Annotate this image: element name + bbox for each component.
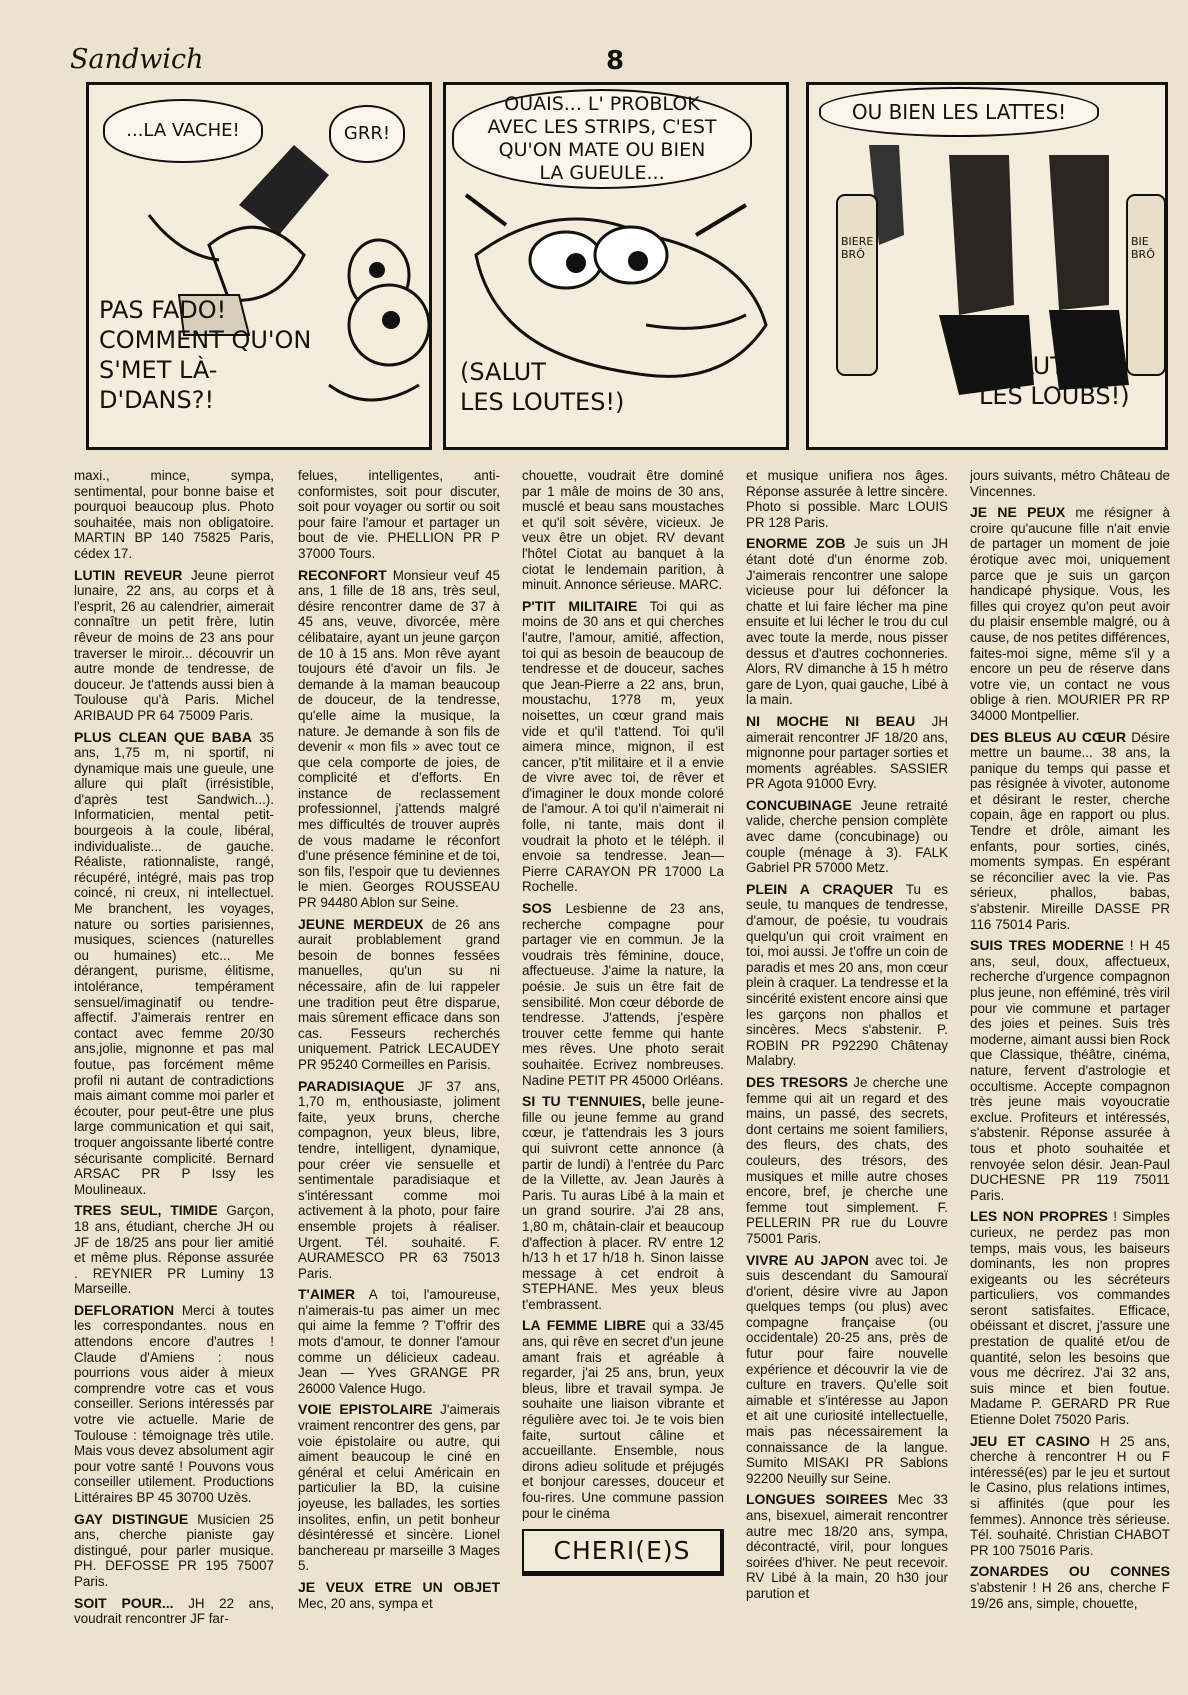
classified-ad	[970, 1209, 1170, 1427]
ad-text: J'aimerais vraiment rencontrer des gens, par voie épistolaire ou autre, qui aiment beaucoup le ciné en général et celui Américain en particulier la BD, la cuisine joyeuse, les ballades, les sorties insolites, enfin, un petit bonheur désintéressé et sincère. Lionel banchereau pr marseille 3 Mages 5.	[298, 1402, 500, 1574]
bottle-label-left: BIERE BRÔ	[841, 235, 874, 262]
column-2	[298, 468, 500, 1673]
ad-title: PLUS CLEAN QUE BABA	[74, 728, 253, 745]
speech-bubble-problok: OUAIS... L' PROBLOK AVEC LES STRIPS, C'EST QU'ON MATE OU BIEN LA GUEULE...	[452, 89, 752, 189]
speech-bubble-grr: GRR!	[329, 105, 405, 163]
classified-ad	[74, 730, 274, 1198]
ad-text: Je suis un JH étant doté d'un énorme zob. J'aimerais rencontrer une salope vicieuse pour lui défoncer la chatte et lui faire lécher ma pine ensuite et lui lécher le trou du cul avec toute la merde, nous pisser dessus et d'autres cochonneries. Alors, RV dimanche à 15 h métro gare de Lyon, quai gauche, Libé à la main.	[746, 536, 948, 708]
ad-title: JEU ET CASINO	[970, 1432, 1090, 1449]
ad-title: DES TRESORS	[746, 1073, 848, 1090]
ad-text: felues, intelligentes, anti-conformistes, soit pour discuter, soit pour voyager ou sortir ou soit pour faire l'amour et partager un bout de vie. PHELLION PR P 37000 Tours.	[298, 468, 500, 561]
ad-text: JH aimerait rencontrer JF 18/20 ans, mignonne pour partager sorties et moments agréables. SASSIER PR Agota 91000 Evry.	[746, 713, 948, 792]
ad-title: VIVRE AU JAPON	[746, 1251, 869, 1268]
classified-ad	[522, 1318, 724, 1521]
classified-ad	[746, 536, 948, 708]
ad-text: A toi, l'amoureuse, n'aimerais-tu pas aimer un mec qui aime la femme ? T'offrir des mots d'amour, te donner l'amour comme un délicieux cadeau. Jean — Yves GRANGE PR 26000 Valence Hugo.	[298, 1287, 500, 1396]
ad-title: SI TU T'ENNUIES,	[522, 1093, 646, 1110]
classified-ad	[746, 1253, 948, 1487]
classified-ad	[970, 730, 1170, 933]
masthead: Sandwich	[70, 44, 204, 75]
ad-text: Désire mettre un baume... 38 ans, la panique du temps qui passe et pas résignée à vivoter, autonome et désirant le rester, cherche copain, âge en rapport ou plus. Tendre et drôle, aimant les enfants, pour sorties, cinés, moments sympas. En espérant se réconcilier avec la vie. Pas sérieux, phallos, babas, s'abstenir. Mireille DASSE PR 116 75014 Paris.	[970, 729, 1170, 932]
classified-ad	[746, 1492, 948, 1601]
ad-text: ! H 45 ans, seul, doux, affectueux, recherche d'urgence compagnon plus jeune, non efféminé, très viril pour vie commune et partager des joies et peines. Suis très moderne, aimant aussi bien Rock que Classique, théâtre, cinéma, nature, fervent d'astrologie et occultisme. Accepte compagnon très jeune mais voyoucratie exclue. Profiteurs et intéressés, s'abstenir. Réponse assurée à tous et photo souhaitée et renvoyée selon désir. Jean-Paul DUCHESNE PR 119 75011 Paris.	[970, 938, 1170, 1203]
classified-ad	[298, 1287, 500, 1396]
ad-title: PLEIN A CRAQUER	[746, 880, 894, 897]
ad-title: P'TIT MILITAIRE	[522, 597, 638, 614]
ad-title: RECONFORT	[298, 566, 387, 583]
classified-ad	[746, 882, 948, 1069]
ad-title: ENORME ZOB	[746, 535, 846, 552]
ad-title: T'AIMER	[298, 1286, 355, 1303]
ad-title: JE NE PEUX	[970, 504, 1066, 521]
column-5	[970, 468, 1170, 1673]
caption-pas-fado: PAS FADO! COMMENT QU'ON S'MET LÀ- D'DANS?!	[99, 296, 312, 414]
classified-ad	[970, 1434, 1170, 1559]
ad-title: CONCUBINAGE	[746, 796, 852, 813]
ad-text: Monsieur veuf 45 ans, 1 fille de 18 ans, très seul, désire rencontrer dame de 37 à 45 ans, veuve, divorcée, mère célibataire, ayant un jeune garçon de 10 à 15 ans. Mon rêve ayant toujours été d'avoir un fils. Je demande à la maman beaucoup de douceur, de la tendresse, qu'elle aime la musique, la nature. Je demande à son fils de devenir « mon fils » avec tout ce que cela comporte de joies, de complicité et d'efforts. En instance de reclassement professionnel, j'attends malgré mes difficultés de trouver auprès de vous madame le réconfort d'une présence féminine et de toi, son fils, l'espoir que tu deviennes le mien. Georges ROUSSEAU PR 94480 Ablon sur Seine.	[298, 567, 500, 911]
ad-title: TRES SEUL, TIMIDE	[74, 1202, 218, 1219]
ad-text: Je cherche une femme qui ait un regard et des mains, un passé, des secrets, dont certains me soient familiers, des fleurs, des chats, des couleurs, des trésors, des musiques et mille autre choses encore, bref, je cherche une femme tout simplement. F. PELLERIN PR rue du Louvre 75001 Paris.	[746, 1074, 948, 1246]
ad-text: qui a 33/45 ans, qui rêve en secret d'un jeune amant frais et agréable à regarder, j'ai 25 ans, brun, yeux bleus, libre et travail sympa. Je souhaite une liaison vibrante et régulière avec toi. Je te vois bien faite, surtout câline et accueillante. Ensemble, nous dirons adieu solitude et préjugés et bonjour caresses, douceur et fou-rires. Une commune passion pour le cinéma	[522, 1318, 724, 1521]
ad-text: Mec 33 ans, bisexuel, aimerait rencontrer autre mec 18/20 ans, sympa, décontracté, viril, pour longues soirées d'hiver. Ne peut recevoir. RV Libé à la main, 20 h30 jour parution et	[746, 1492, 948, 1601]
ad-title: DES BLEUS AU CŒUR	[970, 728, 1127, 745]
ad-title: LONGUES SOIREES	[746, 1491, 888, 1508]
ad-text: s'abstenir ! H 26 ans, cherche F 19/26 ans, simple, chouette,	[970, 1579, 1170, 1611]
ad-title: NI MOCHE NI BEAU	[746, 712, 916, 729]
ad-title: JEUNE MERDEUX	[298, 915, 424, 932]
ad-text: jours suivants, métro Château de Vincennes.	[970, 468, 1170, 499]
ad-title: DEFLORATION	[74, 1301, 175, 1318]
classified-ad	[298, 468, 500, 562]
comic-panel-1	[86, 82, 432, 450]
ad-text: 35 ans, 1,75 m, ni sportif, ni dynamique mais une gueule, une allure qui plaît (irrésistible, d'après test Sandwich...). Informaticien, mental petit-bourgeois à la coule, libéral, individualiste... de gauche. Réaliste, rationnaliste, rangé, récupéré, intégré, mais pas trop coincé, ni creux, ni intellectuel. Me branchent, les voyages, nature ou sorties parisiennes, musiques, sciences (naturelles ou humaines) etc... Me dérangent, purisme, élitisme, intolérance, tempérament sensuel/imaginatif ou tendre-affectif. J'aimerais rentrer en contact avec femme 20/30 ans,jolie, mignonne et pas mal foutue, pas forcément même profil ni autant de contradictions mais aimant comme moi parler et écouter, pour peut-être une plus large communication et qui sait, troquer angoissante liberté contre sécurisante complicité. Bernard ARSAC PR P Issy les Moulineaux.	[74, 729, 274, 1197]
classified-ad	[522, 901, 724, 1088]
ad-title: JE VEUX ETRE UN OBJET	[298, 1578, 500, 1595]
classified-ad	[74, 1596, 274, 1627]
ad-title: VOIE EPISTOLAIRE	[298, 1401, 433, 1418]
column-4	[746, 468, 948, 1673]
ad-text: Musicien 25 ans, cherche pianiste gay distingué, pour parler musique. PH. DEFOSSE PR 195 75007 Paris.	[74, 1511, 274, 1589]
ad-text: Lesbienne de 23 ans, recherche compagne pour partager vie en commun. Je la voudrais très féminine, douce, affectueuse. J'aime la nature, la poésie. Je suis un être fait de sensibilité. Mon cœur déborde de tendresse. J'attends, j'espère trouver cette femme qui hante mes rêves. Une photo serait souhaitée. Ecrivez nombreuses. Nadine PETIT PR 45000 Orléans.	[522, 901, 724, 1088]
classified-ad	[74, 1203, 274, 1297]
ad-text: Jeune retraité valide, cherche pension complète avec dame (concubinage) ou couple (ménage à 3). FALK Gabriel PR 57000 Metz.	[746, 797, 948, 876]
classified-ad	[298, 568, 500, 911]
column-3	[522, 468, 724, 1673]
ad-text: chouette, voudrait être dominé par 1 mâle de moins de 30 ans, musclé et beau sans moustaches et qu'il soit sévère, vicieux. Je veux être un objet. RV devant l'hôtel Ciotat au banquet à la ciotat le lendemain parition, à minuit. Annonce sérieuse. MARC.	[522, 468, 724, 593]
classified-ad	[746, 714, 948, 792]
bottle-label-right: BIE BRÔ	[1131, 235, 1155, 262]
comic-panel-2	[443, 82, 789, 450]
ad-text: Garçon, 18 ans, étudiant, cherche JH ou JF de 18/25 ans pour lier amitié et même plus. Réponse assurée . REYNIER PR Luminy 13 Marseille.	[74, 1203, 274, 1297]
classified-ad	[970, 1564, 1170, 1611]
caption-salut-loubs: (SALUT LES LOUBS!)	[979, 352, 1130, 410]
ad-title: LA FEMME LIBRE	[522, 1317, 646, 1334]
ad-title: GAY DISTINGUE	[74, 1510, 189, 1527]
classified-ad	[298, 917, 500, 1073]
ad-text: maxi., mince, sympa, sentimental, pour bonne baise et pourquoi beaucoup plus. Photo souhaitée, mais non obligatoire. MARTIN BP 140 75825 Paris, cédex 17.	[74, 468, 274, 561]
ad-text: Merci à toutes les correspondantes. nous en attendons encore d'autres ! Claude d'Amiens : nous pourrions vous aider à mieux comprendre votre cas et vous conseiller. Serions intéressés par votre vie actuelle. Marie de Toulouse : témoignage très utile. Mais vous devez absolument agir pour votre santé ! Pouvons vous conseiller utilement. Productions Littéraires BP 45 30700 Uzès.	[74, 1302, 274, 1505]
classified-ad	[746, 1075, 948, 1247]
classified-ad	[746, 798, 948, 876]
classified-columns	[74, 468, 1172, 1673]
ad-title: LUTIN REVEUR	[74, 566, 183, 583]
ad-text: Toi qui as moins de 30 ans et qui cherches l'autre, l'amour, amitié, affection, toi qui as besoin de beaucoup de tendresse et de douceur, saches que Jean-Pierre a 22 ans, brun, moustachu, 1?78 m, yeux noisettes, un cœur grand mais vide et qu'il t'attend. Toi qu'il aimera mince, mignon, il est cancer, p'tit militaire et il a envie de vivre avec toi, de rêver et d'imaginer le doux monde coloré de l'amour. A toi qu'il n'aimerait ni folle, ni tante, mais dont il voudrait la photo et le téléph. il envoie sa tendresse. Jean—Pierre CARAYON PR 17000 La Rochelle.	[522, 598, 724, 895]
ad-title: SOS	[522, 900, 552, 917]
classified-ad	[74, 468, 274, 562]
ad-text: ! Simples curieux, ne perdez pas mon temps, mais vous, les baiseurs dominants, les non propres exigeants ou les sécréteurs particuliers, vos commandes seront satisfaites. Efficace, obéissant et discret, j'assure une prestation de qualité et/ou de quantité, selon les besoins que vous me décrirez. J'ai 32 ans, suis mince et bien foutue. Madame P. GERARD PR Rue Etienne Dolet 75020 Paris.	[970, 1209, 1170, 1428]
ad-text: Jeune pierrot lunaire, 22 ans, au corps et à l'esprit, 26 au calendrier, aimerait connaître un petit frère, lutin rêveur de moins de 23 ans pour traverser le miroir... découvrir un autre monde de tendresse, de douceur. Je t'attends aussi bien à Toulouse qu'à Paris. Michel ARIBAUD PR 64 75009 Paris.	[74, 567, 274, 723]
comic-panel-3	[806, 82, 1168, 450]
comic-strip	[86, 82, 1168, 452]
ad-title: SOIT POUR...	[74, 1594, 174, 1611]
ad-text: de 26 ans aurait problablement grand besoin de bonnes fessées manuelles, qu'un su ni nécessaire, afin de lui rappeler une tradition peut être disparue, mais sûrement efficace dans son cas. Fesseurs recherchés uniquement. Patrick LECAUDEY PR 95240 Cormeilles en Parisis.	[298, 916, 500, 1072]
classified-ad	[522, 1094, 724, 1312]
classified-ad	[298, 1079, 500, 1282]
ad-title: PARADISIAQUE	[298, 1077, 405, 1094]
ad-title: SUIS TRES MODERNE	[970, 937, 1124, 954]
ad-text: JH 22 ans, voudrait rencontrer JF far-	[74, 1595, 274, 1627]
ad-text: JF 37 ans, 1,70 m, enthousiaste, joliment faite, yeux bruns, cherche compagnon, yeux bleus, libre, tendre, intelligent, dynamique, pour créer vie sensuelle et sentimentale paradisiaque et s'intéressant comme moi activement à la photo, pour faire ensemble projets à réaliser. Urgent. Tél. souhaité. F. AURAMESCO PR 63 75013 Paris.	[298, 1078, 500, 1281]
ad-text: avec toi. Je suis descendant du Samouraï d'orient, désire vivre au Japon quelques temps (ou plus) avec compagne française (ou occidentale) 20-25 ans, près de futur pour faire nouvelle expérience et découvrir la vie de culture en travers. Qu'elle soit aimable et s'intéresse au Japon et ait une curiosité intellectuelle, mais pas nécessairement la connaissance de la langue. Sumito MISAKI PR Sablons 92200 Neuilly sur Seine.	[746, 1252, 948, 1486]
caption-salut-loutes: (SALUT LES LOUTES!)	[460, 358, 625, 416]
classified-ad	[970, 938, 1170, 1203]
ad-text: Tu es seule, tu manques de tendresse, d'amour, de poésie, tu voudrais quelqu'un qui croit vraiment en toi, moi aussi. Je t'offre un coin de paradis et mes 20 ans, mon cœur plein à craquer. La tendresse et la sincérité existent encore ainsi que les garçons non phallos et sincères. Mecs s'abstenir. P. ROBIN PR P92290 Châtenay Malabry.	[746, 881, 948, 1069]
classified-ad	[522, 468, 724, 593]
classified-ad	[298, 1580, 500, 1611]
ad-title: LES NON PROPRES	[970, 1208, 1108, 1225]
classified-ad	[298, 1402, 500, 1574]
classified-ad	[970, 505, 1170, 723]
classified-ad	[74, 1512, 274, 1590]
speech-bubble-lattes: OU BIEN LES LATTES!	[819, 87, 1099, 137]
ad-text: et musique unifiera nos âges. Réponse assurée à lettre sincère. Photo si possible. Marc LOUIS PR 128 Paris.	[746, 468, 948, 530]
column-1	[74, 468, 274, 1673]
ad-title: ZONARDES OU CONNES	[970, 1563, 1170, 1580]
ad-text: me résigner à croire qu'aucune fille n'ait envie de partager un moment de joie érotique avec moi, uniquement parce que je suis un garçon handicapé physique. Vous, les filles qui croyez qu'on peut avoir du plaisir ensemble malgré, ou à cause, de nos petites différences, faites-moi signe, même s'il y a encore un peu de réserve dans votre vie, un contact ne vous oblige à rien. MOURIER PR RP 34000 Montpellier.	[970, 505, 1170, 723]
classified-ad	[970, 468, 1170, 499]
speech-bubble-vache: ...LA VACHE!	[103, 99, 263, 163]
page-number: 8	[606, 46, 625, 76]
classified-ad	[74, 1303, 274, 1506]
classified-ad	[746, 468, 948, 530]
classified-ad	[522, 599, 724, 895]
ad-text: H 25 ans, cherche à rencontrer H ou F intéressé(es) par le jeu et surtout le Casino, plus relations intimes, si affinités (que pour les femmes). Annonce très sérieuse. Tél. souhaité. Christian CHABOT PR 100 75016 Paris.	[970, 1433, 1170, 1558]
ad-text: Mec, 20 ans, sympa et	[298, 1595, 433, 1611]
classified-ad	[74, 568, 274, 724]
section-label-cheries: CHERI(E)S	[522, 1529, 724, 1576]
ad-text: belle jeune-fille ou jeune femme au grand cœur, je t'attendrais les 3 jours qui suivront cette annonce (à partir de lundi) à l'entrée du Parc de la Villette, av. Jean Jaurès à Paris. Tu auras Libé à la main et un grand sourire. J'ai 28 ans, 1,80 m, châtain-clair et beaucoup d'affection à placer. RV entre 12 h/13 h et 17 h/18 h. Sinon laisse message à cet endroit à STEPHANE. Mes yeux bleus t'embrassent.	[522, 1094, 724, 1312]
